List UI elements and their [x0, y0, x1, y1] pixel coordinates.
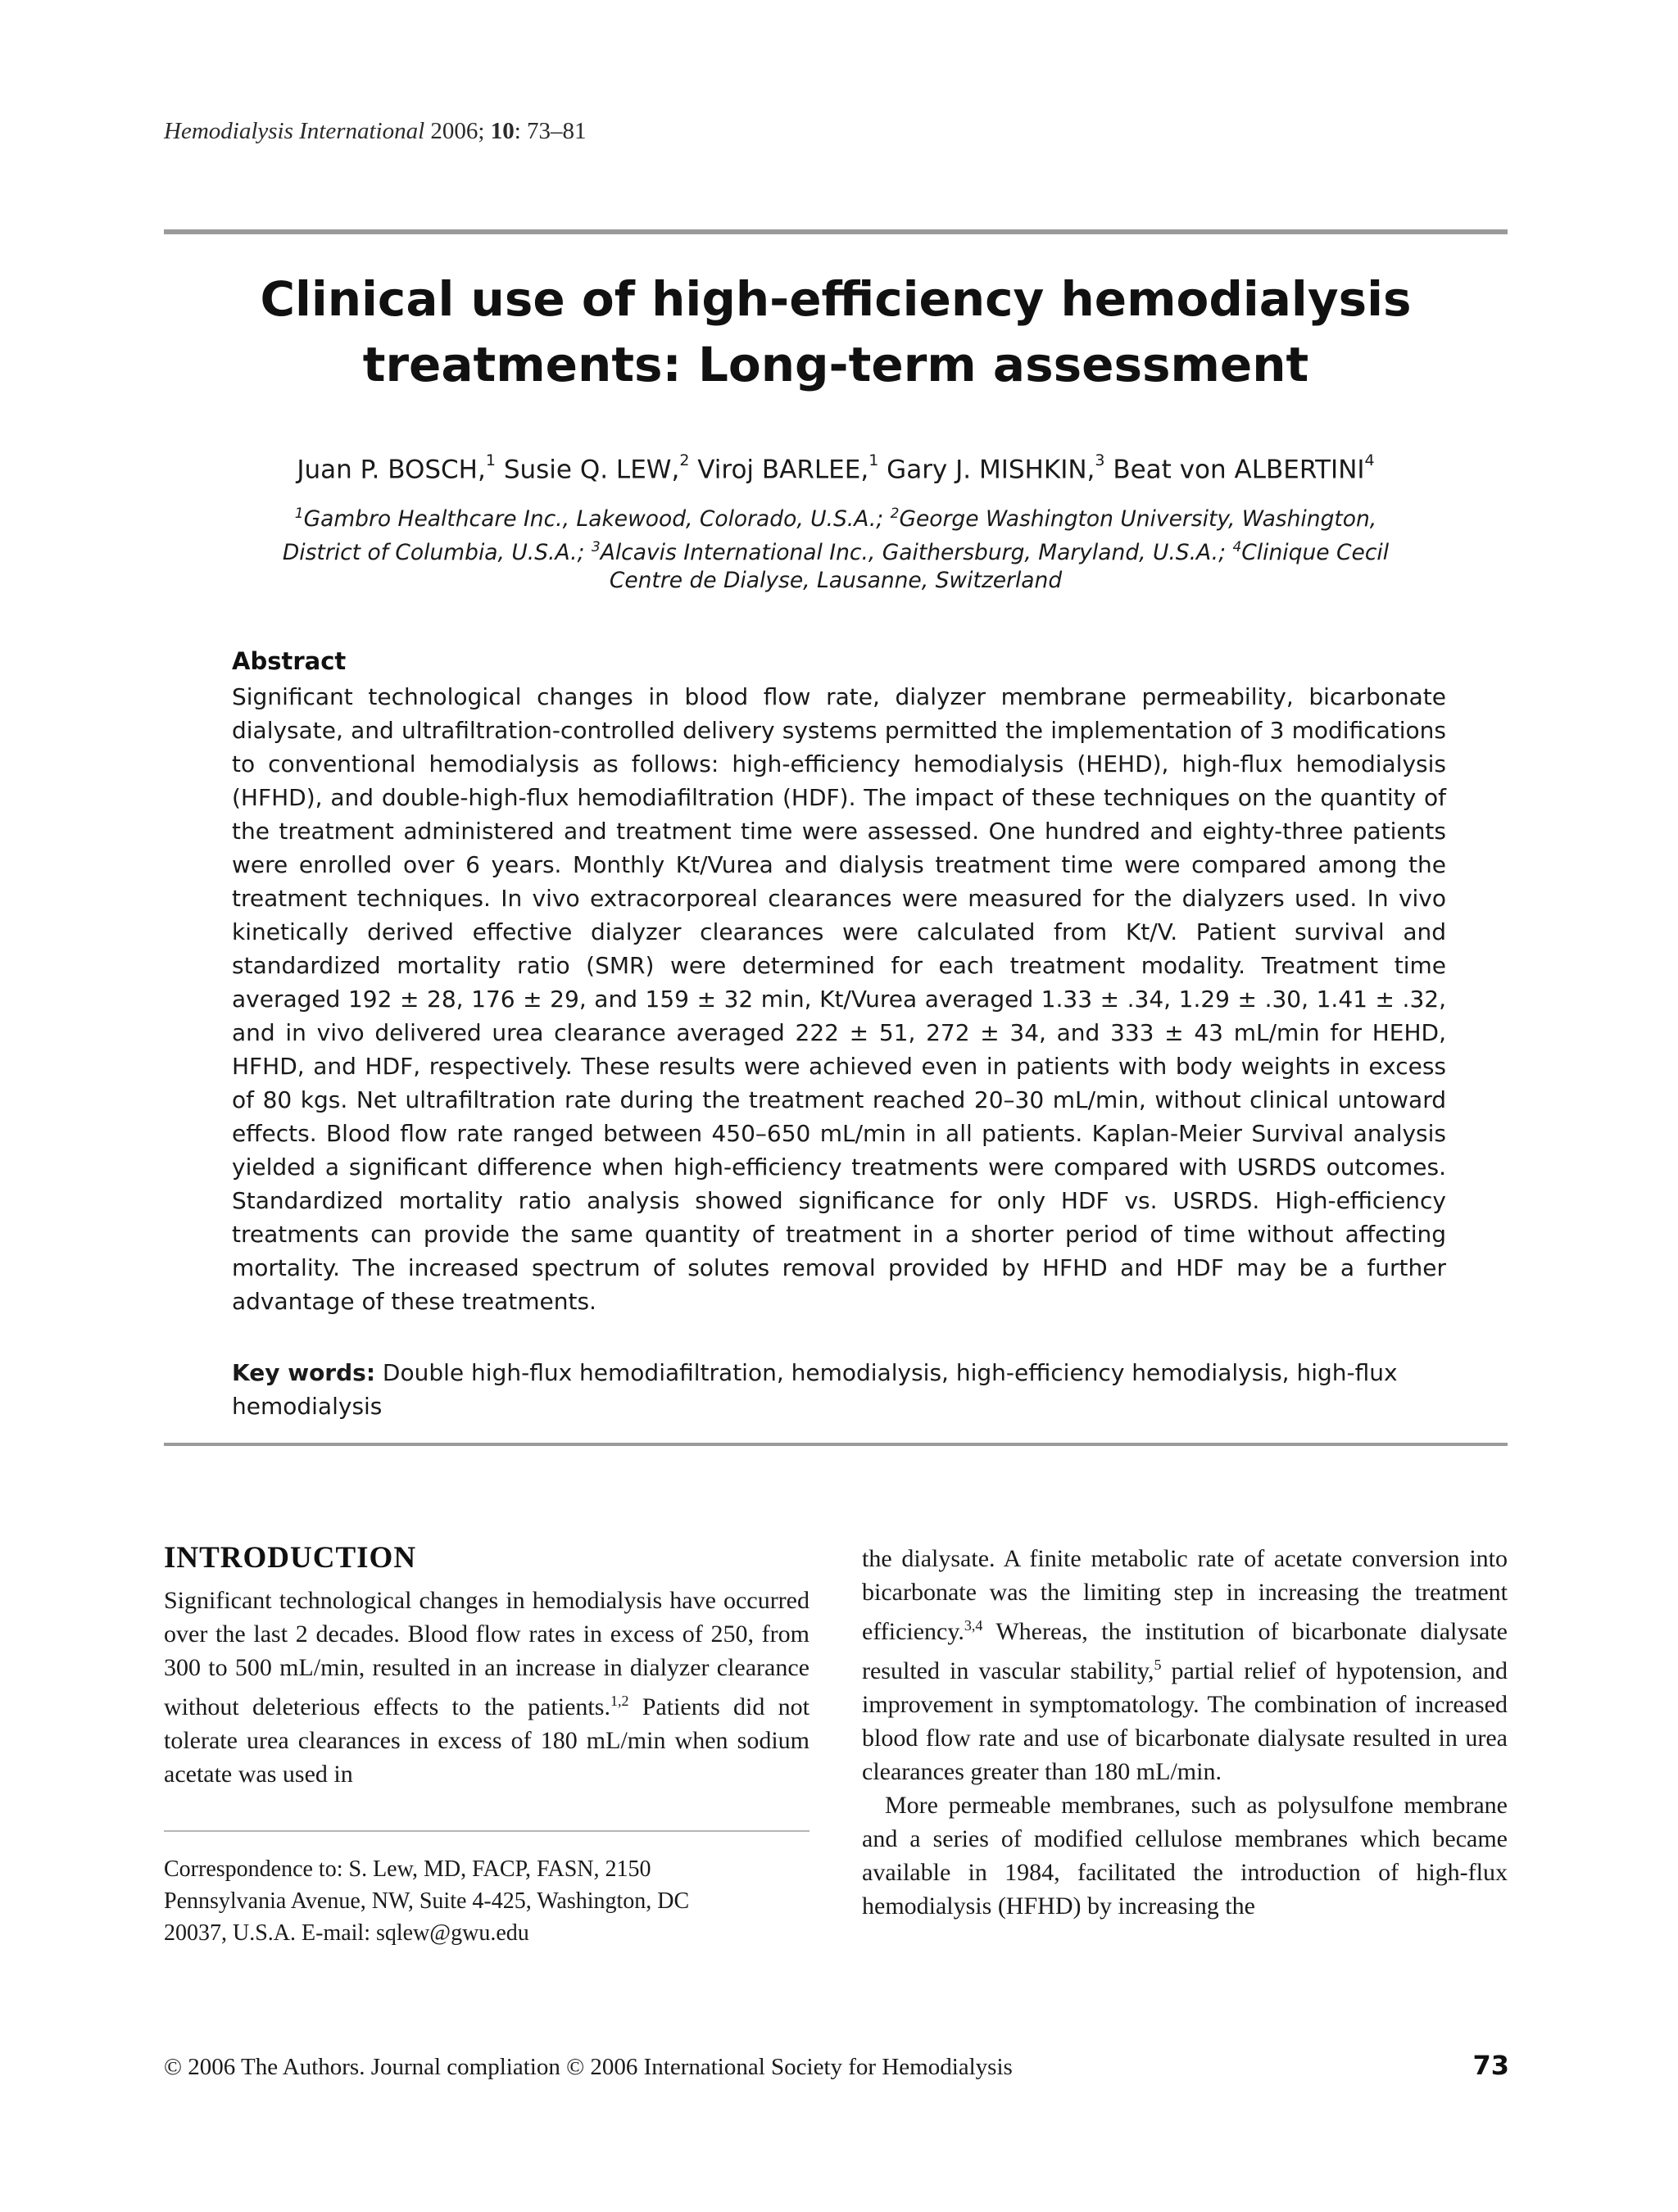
paragraph-text: partial relief of hypotension, and improvement in symptomatology. The combination of increased blood flow rate and use of bicarbonate dialysate resulted in urea clearances greater than 180 mL/min. [862, 1657, 1508, 1785]
title-line-1: Clinical use of high-efficiency hemodialysis [260, 271, 1412, 327]
title-line-2: treatments: Long-term assessment [362, 337, 1309, 392]
left-column [164, 1540, 810, 1949]
abstract-divider [164, 1443, 1508, 1446]
abstract-text: Significant technological changes in blood flow rate, dialyzer membrane permeability, bicarbonate dialysate, and ultrafiltration-controlled delivery systems permitted the implementation of 3 modifications to conventional hemodialysis as follows: high-efficiency hemodialysis (HEHD), high-flux hemodialysis (HFHD), and double-high-flux hemodiafiltration (HDF). The impact of these techniques on the quantity of the treatment administered and treatment time were assessed. One hundred and eighty-three patients were enrolled over 6 years. Monthly Kt/Vurea and dialysis treatment time were compared among the treatment techniques. In vivo extracorporeal clearances were measured for the dialyzers used. In vivo kinetically derived effective dialyzer clearances were calculated from Kt/V. Patient survival and standardized mortality ratio (SMR) were determined for each treatment modality. Treatment time averaged 192 ± 28, 176 ± 29, and 159 ± 32 min, Kt/Vurea averaged 1.33 ± .34, 1.29 ± .30, 1.41 ± .32, and in vivo delivered urea clearance averaged 222 ± 51, 272 ± 34, and 333 ± 43 mL/min for HEHD, HFHD, and HDF, respectively. These results were achieved even in patients with body weights in excess of 80 kgs. Net ultrafiltration rate during the treatment reached 20–30 mL/min, without clinical untoward effects. Blood flow rate ranged between 450–650 mL/min in all patients. Kaplan-Meier Survival analysis yielded a significant difference when high-efficiency treatments were compared with USRDS outcomes. Standardized mortality ratio analysis showed significance for only HDF vs. USRDS. High-efficiency treatments can provide the same quantity of treatment in a shorter period of time without affecting mortality. The increased spectrum of solutes removal provided by HFHD and HDF may be a further advantage of these treatments. [232, 683, 1446, 1315]
journal-citation [164, 118, 587, 145]
paragraph-text: Patients did not tolerate urea clearances in excess of 180 mL/min when sodium acetate was used in [164, 1693, 810, 1788]
correspondence-line: 20037, U.S.A. E-mail: sqlew@gwu.edu [164, 1920, 529, 1946]
author-name: Viroj BARLEE, [697, 455, 869, 485]
author-name: Beat von ALBERTINI [1113, 455, 1365, 485]
author-name: Susie Q. LEW, [503, 455, 680, 485]
citation-ref: 3,4 [964, 1617, 983, 1634]
author-affiliation-mark: 1 [868, 451, 879, 469]
keywords [232, 1356, 1446, 1423]
page-number: 73 [1472, 2050, 1509, 2081]
citation-ref: 1,2 [610, 1693, 629, 1709]
affiliation-text: Clinique Cecil [1241, 539, 1390, 565]
journal-pages: : 73–81 [514, 118, 587, 144]
affiliations [164, 500, 1508, 595]
copyright-footer: © 2006 The Authors. Journal compliation © 2006 International Society for Hemodialysis [164, 2054, 1013, 2080]
intro-paragraph-3: More permeable membranes, such as polysulfone membrane and a series of modified cellulose membranes which became available in 1984, facilitated the introduction of high-flux hemodialysis (HFHD) by increasing the [862, 1792, 1508, 1920]
affiliation-text: George Washington University, Washington, [899, 505, 1377, 532]
journal-name: Hemodialysis International [164, 118, 425, 144]
keywords-text: Double high-flux hemodiafiltration, hemodialysis, high-efficiency hemodialysis, high-flux hemodialysis [232, 1359, 1398, 1420]
journal-volume: 10 [490, 118, 515, 144]
citation-ref: 5 [1154, 1657, 1162, 1673]
keywords-label: Key words: [232, 1359, 376, 1386]
affiliation-line [164, 533, 1508, 567]
author-list [164, 451, 1508, 485]
footnote-divider [164, 1830, 810, 1832]
correspondence-line: Pennsylvania Avenue, NW, Suite 4-425, Washington, DC [164, 1888, 690, 1914]
intro-paragraph-1 [164, 1584, 810, 1791]
section-heading-introduction: INTRODUCTION [164, 1541, 417, 1575]
author-affiliation-mark: 2 [679, 451, 690, 469]
intro-paragraph-2 [862, 1542, 1508, 1788]
affiliation-mark: 3 [591, 538, 601, 555]
right-column [862, 1542, 1508, 1923]
author-name: Juan P. BOSCH, [297, 455, 486, 485]
paragraph-text: the dialysate. A finite metabolic rate of acetate conversion into bicarbonate was the limiting step in increasing the treatment efficiency. [862, 1545, 1508, 1645]
top-divider [164, 229, 1508, 234]
author-affiliation-mark: 1 [485, 451, 496, 469]
affiliation-text: Gambro Healthcare Inc., Lakewood, Colorado, U.S.A.; [303, 505, 891, 532]
affiliation-text: District of Columbia, U.S.A.; [282, 539, 592, 565]
paragraph-text: Whereas, the institution of bicarbonate dialysate resulted in vascular stability, [862, 1618, 1508, 1684]
correspondence-line: Correspondence to: S. Lew, MD, FACP, FASN, 2150 [164, 1856, 651, 1882]
affiliation-mark: 4 [1232, 538, 1242, 555]
author-affiliation-mark: 3 [1095, 451, 1105, 469]
paragraph-text: Significant technological changes in hemodialysis have occurred over the last 2 decades. Blood flow rates in excess of 250, from 300 to 500 mL/min, resulted in an increase in dialyzer clearance without deleterious effects to the patients. [164, 1587, 810, 1720]
journal-year: 2006; [430, 118, 485, 144]
author-name: Gary J. MISHKIN, [887, 455, 1095, 485]
correspondence-note [164, 1853, 810, 1949]
article-title [164, 266, 1508, 397]
affiliation-line [164, 500, 1508, 533]
affiliation-line: Centre de Dialyse, Lausanne, Switzerland [609, 567, 1063, 593]
author-affiliation-mark: 4 [1364, 451, 1375, 469]
affiliation-mark: 2 [890, 505, 900, 522]
affiliation-text: Alcavis International Inc., Gaithersburg, Maryland, U.S.A.; [600, 539, 1233, 565]
affiliation-mark: 1 [294, 505, 304, 522]
abstract-heading: Abstract [232, 647, 347, 675]
